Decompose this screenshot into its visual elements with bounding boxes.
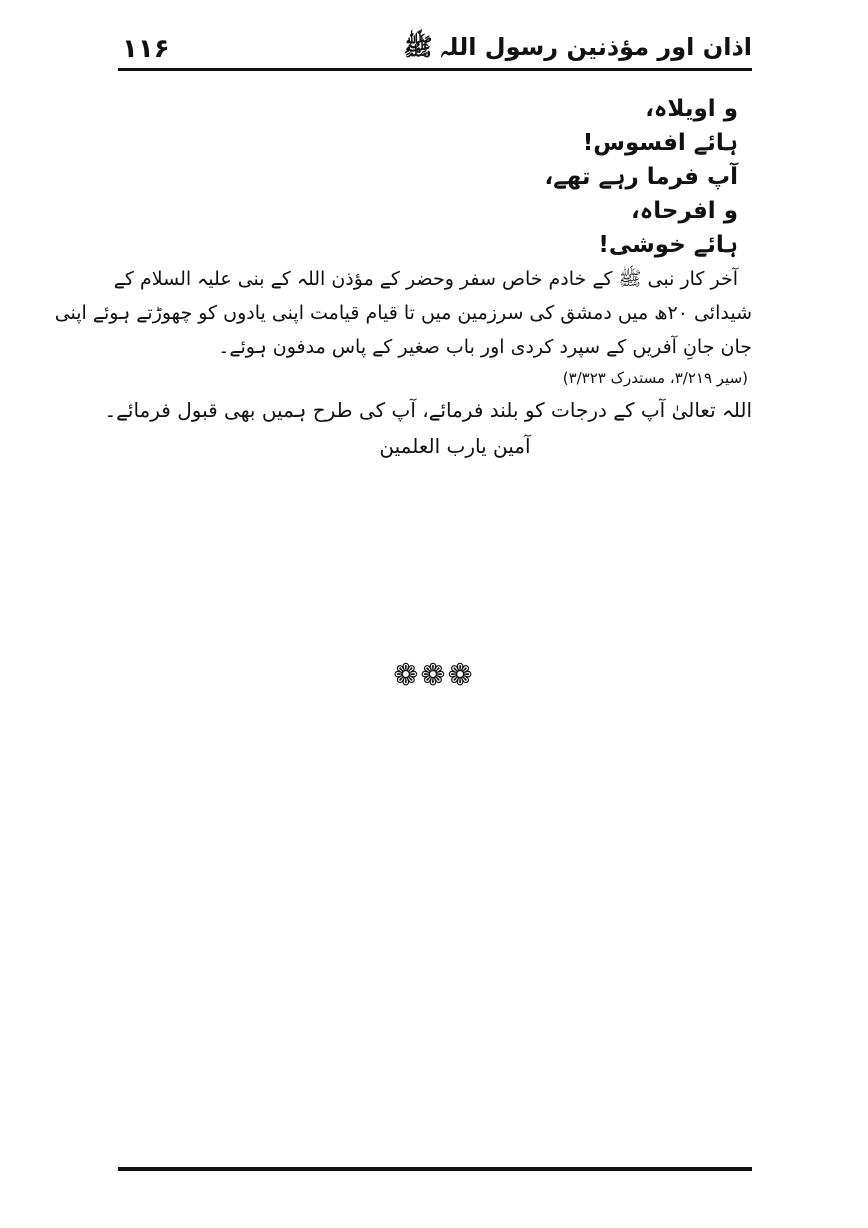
footer-rule — [118, 1167, 752, 1171]
paragraph-line: شیدائی ۲۰ھ میں دمشق کی سرزمین میں تا قیام قیامت اپنی یادوں کو چھوڑتے ہوئے اپنی — [54, 302, 752, 324]
paragraph-line: جان جانِ آفریں کے سپرد کردی اور باب صغیر کے پاس مدفون ہوئے۔ — [218, 336, 752, 358]
page-number: ۱۱۶ — [122, 34, 170, 64]
dua-line: اللہ تعالیٰ آپ کے درجات کو بلند فرمائے، آپ کی طرح ہمیں بھی قبول فرمائے۔ — [104, 398, 752, 422]
verse-line: و افرحاہ، — [631, 198, 738, 224]
verse-line: ہائے افسوس! — [582, 130, 738, 156]
running-title: اذان اور مؤذنین رسول اللہ ﷺ — [403, 33, 752, 61]
verse-line: و اویلاہ، — [645, 96, 738, 122]
paragraph-line: آخر کار نبی ﷺ کے خادم خاص سفر وحضر کے مؤذن اللہ کے بنی علیہ السلام کے — [113, 268, 738, 290]
section-ornament: ❁❁❁ — [393, 658, 475, 693]
reference-citation: (سیر ۳/۲۱۹، مستدرک ۳/۳۲۳) — [562, 369, 748, 387]
verse-line: آپ فرما رہے تھے، — [544, 164, 738, 190]
page-header — [118, 28, 752, 66]
header-rule — [118, 68, 752, 71]
page-body — [54, 92, 752, 464]
verse-line: ہائے خوشی! — [598, 232, 738, 258]
ameen-line: آمین یارب العلمین — [379, 434, 531, 458]
